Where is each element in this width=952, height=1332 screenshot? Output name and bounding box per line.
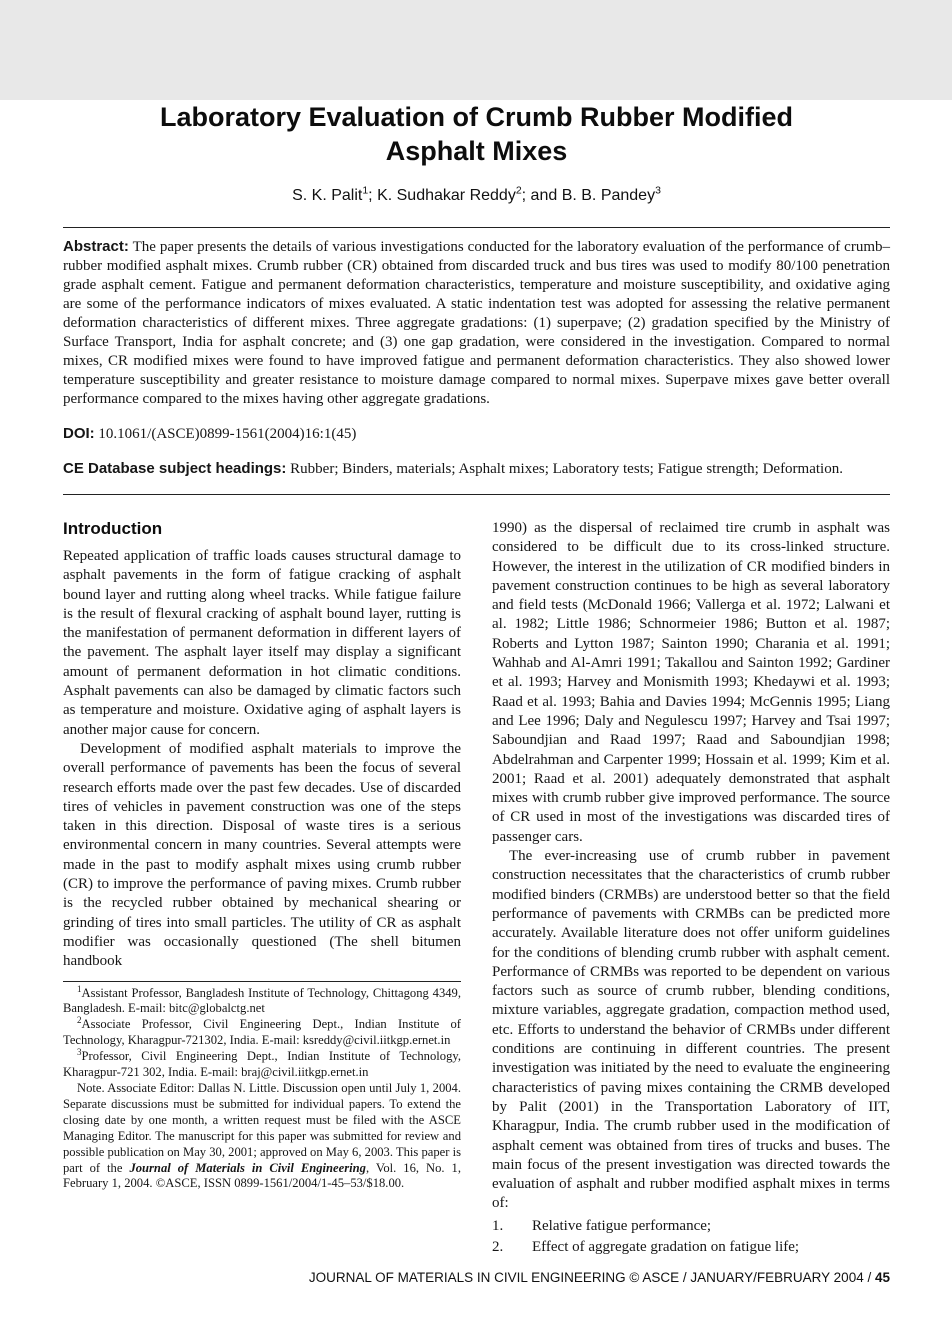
author: S. K. Palit$^1$;: [292, 184, 378, 204]
section-heading-introduction: Introduction: [63, 519, 163, 538]
abstract-bottom-divider: [63, 494, 890, 495]
doi-line: [63, 424, 890, 444]
footnote-3: $^3$Professor, Civil Engineering Dept., Indian Institute of Technology, Kharagpur-721 302, India. E-mail: braj@civil.iitkgp.ernet.in: [63, 1046, 461, 1080]
footnote-superscript: 1: [77, 983, 82, 994]
journal-name: Journal of Materials in Civil Engineering: [129, 1160, 366, 1175]
footnote-divider: [63, 981, 461, 982]
author-affiliation-superscript: 2: [515, 184, 522, 197]
right-column: [492, 519, 890, 1258]
ce-database-headings-line: [63, 459, 890, 479]
doi-value: 10.1061/(ASCE)0899-1561(2004)16:1(45): [94, 426, 357, 442]
abstract-label: Abstract:: [63, 238, 129, 255]
two-column-body: [63, 519, 890, 1258]
doi-label: DOI:: [63, 425, 95, 442]
author-affiliation-superscript: 3: [655, 184, 661, 197]
right-column-paragraph-1: 1990) as the dispersal of reclaimed tire crumb in asphalt was considered to be difficult due to its cross-linked structure. However, the interest in the utilization of CR modified binders in pavement construction continues to be high as several laboratory and field tests (McDonald 1966; Vallerga et al. 1972; Lalwani et al. 1982; Little 1986; Schnormeier 1986; Button et al. 1987; Roberts and Lytton 1987; Sainton 1990; Charania et al. 1991; Wahhab and Al-Amri 1991; Takallou and Sainton 1992; Gardiner et al. 1993; Harvey and Monismith 1993; Khedaywi et al. 1993; Raad et al. 1993; Bahia and Davies 1994; McGennis 1995; Liang and Lee 1996; Daly and Negulescu 1997; Harvey and Tsai 1997; Saboundjian and Raad 1997; Raad and Saboundjian 1998; Abdelrahman and Carpenter 1999; Hossain et al. 1999; Kim et al. 2001; Raad et al. 2001) adequately demonstrated that asphalt mixes with crumb rubber give improved performance. The source of CR used in most of the investigations was discarded tires of passenger cars.: [492, 520, 890, 845]
journal-footer: [309, 1270, 890, 1285]
footnote-superscript: 3: [77, 1046, 82, 1057]
abstract-paragraph: [63, 237, 890, 409]
ce-database-value: Rubber; Binders, materials; Asphalt mixes; Laboratory tests; Fatigue strength; Deformation.: [286, 461, 843, 477]
right-column-paragraph-2: The ever-increasing use of crumb rubber in pavement construction necessitates that the characteristics of crumb rubber modified binders (CRMBs) are understood better so that the field performance of pavements with CRMBs can be predicted more accurately. Available literature does not offer uniform guidelines for the conditions of blending crumb rubber with asphalt cement. Performance of CRMBs was reported to be dependent on various factors such as source of crumb rubber, blending conditions, mixture variables, aggregate gradation, compaction method used, etc. Efforts to understand the behavior of CRMBs under different conditions are continuing in different countries. The present investigation was initiated by the need to evaluate the engineering characteristics of paving mixes containing the CRMB developed by Palit (2001) in the Transportation Laboratory of IIT, Kharagpur, India. The crumb rubber used in the modification of asphalt cement was obtained from tires of trucks and buses. The main focus of the present investigation was directed towards the evaluation of asphalt and rubber modified asphalt mixes in terms of:: [492, 848, 890, 1212]
footer-text: JOURNAL OF MATERIALS IN CIVIL ENGINEERING © ASCE / JANUARY/FEBRUARY 2004 /: [308, 1270, 875, 1285]
list-item: 1. Relative fatigue performance;: [492, 1217, 712, 1234]
footnote-2: $^2$Associate Professor, Civil Engineering Dept., Indian Institute of Technology, Kharagpur-721302, India. E-mail: ksreddy@civil.iitkgp.ernet.in: [63, 1015, 461, 1048]
authors-line: [63, 184, 890, 205]
ce-database-label: CE Database subject headings:: [63, 460, 287, 477]
abstract-top-divider: [63, 227, 890, 228]
author-affiliation-superscript: 1: [362, 184, 369, 197]
page-title: Laboratory Evaluation of Crumb Rubber Modified Asphalt Mixes: [159, 102, 794, 166]
author: K. Sudhakar Reddy$^2$; and: [377, 184, 562, 204]
journal-page: [0, 100, 952, 1332]
editor-note: Note. Associate Editor: Dallas N. Little. Discussion open until July 1, 2004. Separate discussions must be submitted for individual papers. To extend the closing date by one month, a written request must be filed with the ASCE Managing Editor. The manuscript for this paper was submitted for review and possible publication on May 30, 2001; approved on May 6, 2003. This paper is part of the Journal of Materials in Civil Engineering, Vol. 16, No. 1, February 1, 2004. ©ASCE, ISSN 0899-1561/2004/1-45–53/$18.00.: [63, 1080, 461, 1191]
list-item: 2. Effect of aggregate gradation on fatigue life;: [492, 1238, 800, 1255]
footnote-1: $^1$Assistant Professor, Bangladesh Institute of Technology, Chittagong 4349, Bangladesh. E-mail: bitc@globalctg.net: [63, 983, 461, 1016]
introduction-paragraph-2: Development of modified asphalt materials to improve the overall performance of pavements has been the focus of several research efforts made over the past few decades. Use of discarded tires of vehicles in pavement construction was one of the steps taken in this direction. Disposal of waste tires is a serious environmental concern in many countries. Several attempts were made in the past to modify asphalt mixes using crumb rubber (CR) to improve the performance of paving mixes. Crumb rubber is the recycled rubber obtained by mechanical shearing or grinding of tires into small particles. The utility of CR as asphalt modifier was occasionally questioned (The shell bitumen handbook: [63, 740, 461, 970]
author: B. B. Pandey$^3$: [561, 184, 661, 204]
abstract-text: The paper presents the details of various investigations conducted for the laboratory evaluation of the performance of crumb–rubber modified asphalt mixes. Crumb rubber (CR) obtained from discarded truck and bus tires was used to modify 80/100 penetration grade asphalt cement. Fatigue and permanent deformation characteristics, temperature and moisture susceptibility, and oxidative aging are some of the performance indicators of mixes evaluated. A static indentation test was adopted for assessing the relative permanent deformation characteristics of different mixes. Three aggregate gradations: (1) superpave; (2) gradation specified by the Ministry of Surface Transport, India for asphalt concrete; and (3) one gap gradation, were considered in the investigation. Compared to normal mixes, CR modified mixes were found to have improved fatigue and permanent deformation characteristics. They also showed lower temperature susceptibility and greater resistance to moisture damage compared to normal mixes. Superpave mixes gave better overall performance compared to the mixes having other aggregate gradations.: [63, 239, 890, 407]
footnote-superscript: 2: [77, 1015, 82, 1026]
left-column: [63, 519, 461, 1258]
page-number: 45: [874, 1270, 890, 1285]
objectives-list: [492, 1216, 890, 1258]
introduction-paragraph-1: Repeated application of traffic loads causes structural damage to asphalt pavements in the form of fatigue cracking of asphalt bound layer and rutting along wheel tracks. While fatigue failure is the result of flexural cracking of asphalt bound layer, rutting is the manifestation of permanent deformation in different layers of the pavement. The asphalt layer itself may display a significant amount of permanent deformation in hot climatic conditions. Asphalt pavements can also be damaged by climatic factors such as temperature and moisture. Oxidative aging of asphalt layers is another major cause for concern.: [63, 548, 461, 738]
